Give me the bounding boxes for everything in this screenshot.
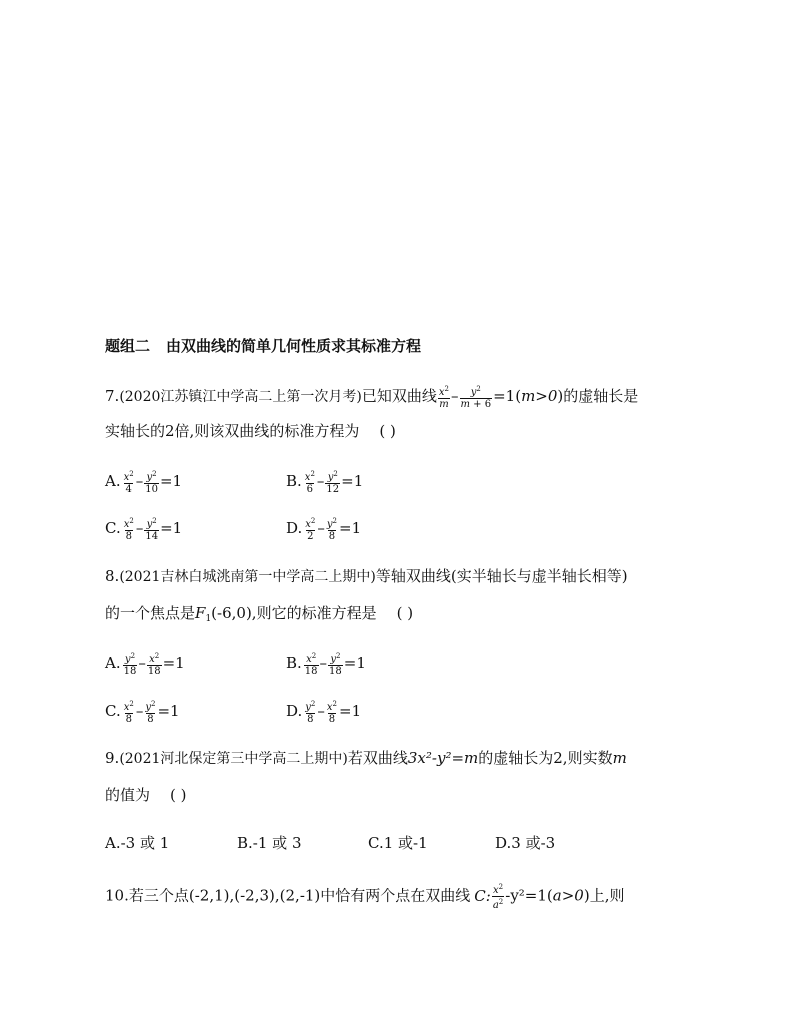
q7-option-d: D. $\frac{x^2}{2}$ – $\frac{y^2}{8}$ =1	[286, 517, 362, 542]
question-stem: 若三个点(-2,1),(-2,3),(2,-1)中恰有两个点在双曲线	[128, 886, 471, 905]
answer-blank: ( )	[396, 604, 414, 622]
question-source: (2021吉林白城洮南第一中学高二上期中)	[119, 569, 376, 585]
question-7-line-2	[105, 421, 396, 441]
q8-option-c: C. $\frac{x^2}{8}$ – $\frac{y^2}{8}$ =1	[105, 700, 180, 725]
q9-option-a: A.-3 或 1	[105, 834, 170, 852]
question-stem: 若双曲线	[347, 749, 408, 767]
condition: m>0	[521, 387, 558, 405]
question-10-line-1: 10.若三个点(-2,1),(-2,3),(2,-1)中恰有两个点在双曲线 C: $\frac{x^2}{a^2}$ -y²=1(a>0)上,则	[105, 883, 625, 911]
equation-tail: =1(	[493, 387, 522, 405]
question-number: 8.	[105, 567, 120, 585]
q9-option-c: C.1 或-1	[368, 834, 428, 852]
fraction-y2-over-m-plus-6: $\frac{y^2}{m + 6}$	[460, 385, 492, 410]
question-number: 7.	[105, 387, 120, 405]
q7-option-a: A. $\frac{x^2}{4}$ – $\frac{y^2}{10}$ =1	[105, 470, 183, 495]
q8-option-a: A. $\frac{y^2}{18}$ – $\frac{x^2}{18}$ =1	[105, 652, 185, 677]
q8-option-d: D. $\frac{y^2}{8}$ – $\frac{x^2}{8}$ =1	[286, 700, 362, 725]
question-number: 10.	[105, 886, 129, 905]
fraction-x2-over-m: $\frac{x^2}{m}$	[438, 385, 449, 410]
question-stem: 已知双曲线	[361, 387, 437, 405]
question-stem-line-2: 实轴长的2倍,则该双曲线的标准方程为	[105, 422, 360, 440]
question-stem: 等轴双曲线(实半轴长与虚半轴长相等)	[375, 567, 628, 585]
focus-label: F	[195, 604, 206, 622]
question-7-line-1: 7.(2020江苏镇江中学高二上第一次月考)已知双曲线 $\frac{x^2}{m}$ – $\frac{y^2}{m + 6}$ =1(m>0)的虚轴长是	[105, 385, 639, 410]
equation: 3x²-y²=m	[407, 749, 479, 767]
answer-blank: ( )	[379, 422, 396, 440]
section-label: 题组二	[105, 337, 151, 355]
q7-option-b: B. $\frac{x^2}{6}$ – $\frac{y^2}{12}$ =1	[286, 470, 364, 495]
question-stem-end: )的虚轴长是	[557, 387, 639, 405]
question-9-line-1: 9.(2021河北保定第三中学高二上期中)若双曲线3x²-y²=m的虚轴长为2,则实数m	[105, 749, 627, 767]
question-source: (2021河北保定第三中学高二上期中)	[119, 751, 348, 767]
answer-blank: ( )	[170, 786, 187, 804]
q8-option-b: B. $\frac{x^2}{18}$ – $\frac{y^2}{18}$ =1	[286, 652, 366, 677]
question-8-line-1	[105, 566, 628, 587]
section-title: 由双曲线的简单几何性质求其标准方程	[166, 337, 422, 355]
question-number: 9.	[105, 749, 120, 767]
question-source: (2020江苏镇江中学高二上第一次月考)	[119, 389, 362, 405]
q9-option-b: B.-1 或 3	[237, 834, 302, 852]
q7-option-c: C. $\frac{x^2}{8}$ – $\frac{y^2}{14}$ =1	[105, 517, 183, 542]
question-9-line-2: 的值为 ( )	[105, 786, 187, 804]
q9-option-d: D.3 或-3	[495, 834, 556, 852]
section-heading	[105, 336, 421, 356]
fraction-x2-over-a2: $\frac{x^2}{a^2}$	[492, 883, 504, 911]
question-8-line-2: 的一个焦点是$F_1(-6,0)$,则它的标准方程是 ( )	[105, 604, 414, 624]
